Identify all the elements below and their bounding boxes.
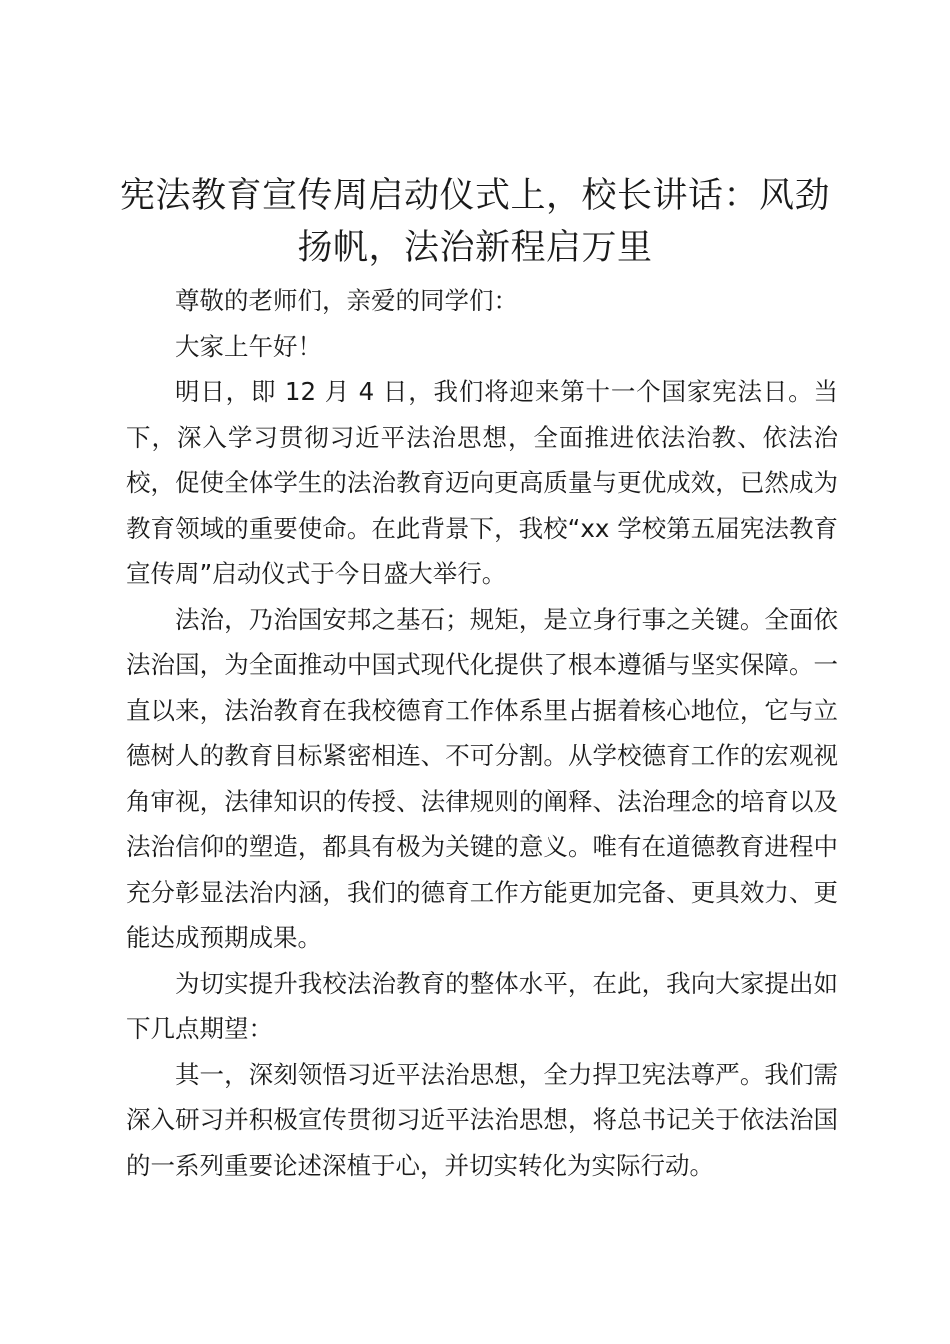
body-paragraph: 为切实提升我校法治教育的整体水平，在此，我向大家提出如下几点期望： [126,968,838,1043]
salutation-paragraph: 大家上午好！ [175,331,322,361]
greeting-paragraph: 尊敬的老师们，亲爱的同学们： [175,286,518,315]
body-paragraph: 其一，深刻领悟习近平法治思想，全力捍卫宪法尊严。我们需深入研习并积极宣传贯彻习近平法治思想，将总书记关于依法治国的一系列重要论述深植于心，并切实转化为实际行动。 [126,1059,838,1180]
body-paragraph: 明日，即 12 月 4 日，我们将迎来第十一个国家宪法日。当下，深入学习贯彻习近平法治思想，全面推进依法治教、依法治校，促使全体学生的法治教育迈向更高质量与更优成效，已然成为教育领域的重要使命。在此背景下，我校“xx 学校第五届宪法教育宣传周”启动仪式于今日盛大举行。 [126,377,838,588]
document-title: 宪法教育宣传周启动仪式上，校长讲话：风劲扬帆，法治新程启万里 [119,176,830,268]
document-body [126,278,838,1188]
body-paragraph: 法治，乃治国安邦之基石；规矩，是立身行事之关键。全面依法治国，为全面推动中国式现代化提供了根本遵循与坚实保障。一直以来，法治教育在我校德育工作体系里占据着核心地位，它与立德树人的教育目标紧密相连、不可分割。从学校德育工作的宏观视角审视，法律知识的传授、法律规则的阐释、法治理念的培育以及法治信仰的塑造，都具有极为关键的意义。唯有在道德教育进程中充分彰显法治内涵，我们的德育工作方能更加完备、更具效力、更能达成预期成果。 [126,604,838,952]
